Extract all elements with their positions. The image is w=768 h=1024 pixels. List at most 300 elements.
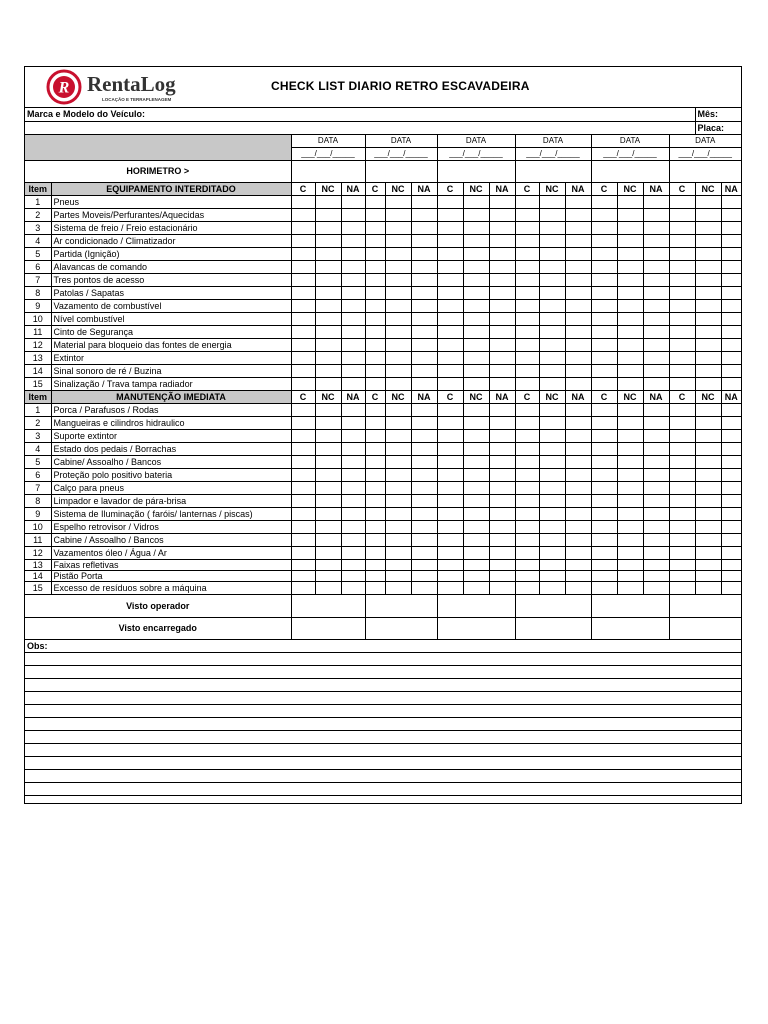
check-cell[interactable] [385,351,411,364]
check-cell[interactable] [365,455,385,468]
check-cell[interactable] [617,364,643,377]
check-cell[interactable] [437,351,463,364]
check-cell[interactable] [721,247,741,260]
check-cell[interactable] [669,234,695,247]
check-cell[interactable] [437,234,463,247]
check-cell[interactable] [411,195,437,208]
check-cell[interactable] [617,312,643,325]
check-cell[interactable] [315,286,341,299]
check-cell[interactable] [463,507,489,520]
check-cell[interactable] [437,286,463,299]
check-cell[interactable] [515,581,539,594]
check-cell[interactable] [315,442,341,455]
check-cell[interactable] [669,299,695,312]
check-cell[interactable] [515,195,539,208]
date-field-1[interactable]: ___/___/_____ [291,147,365,160]
check-cell[interactable] [437,208,463,221]
check-cell[interactable] [385,221,411,234]
check-cell[interactable] [515,299,539,312]
check-cell[interactable] [515,338,539,351]
check-cell[interactable] [489,429,515,442]
check-cell[interactable] [695,416,721,429]
check-cell[interactable] [315,260,341,273]
check-cell[interactable] [365,429,385,442]
check-cell[interactable] [643,520,669,533]
check-cell[interactable] [721,195,741,208]
check-cell[interactable] [539,312,565,325]
check-cell[interactable] [463,429,489,442]
check-cell[interactable] [365,299,385,312]
check-cell[interactable] [515,351,539,364]
check-cell[interactable] [341,299,365,312]
check-cell[interactable] [669,351,695,364]
obs-line-field[interactable] [25,743,741,756]
check-cell[interactable] [411,416,437,429]
check-cell[interactable] [565,403,591,416]
check-cell[interactable] [365,325,385,338]
check-cell[interactable] [315,559,341,570]
hour-meter-field[interactable] [365,160,437,182]
check-cell[interactable] [489,299,515,312]
supervisor-signature-field[interactable] [669,617,741,639]
check-cell[interactable] [411,299,437,312]
check-cell[interactable] [489,312,515,325]
check-cell[interactable] [341,442,365,455]
check-cell[interactable] [365,234,385,247]
check-cell[interactable] [565,247,591,260]
check-cell[interactable] [721,494,741,507]
check-cell[interactable] [385,403,411,416]
check-cell[interactable] [411,520,437,533]
check-cell[interactable] [565,507,591,520]
check-cell[interactable] [385,260,411,273]
check-cell[interactable] [411,429,437,442]
check-cell[interactable] [695,247,721,260]
check-cell[interactable] [669,559,695,570]
check-cell[interactable] [669,468,695,481]
check-cell[interactable] [291,559,315,570]
operator-signature-field[interactable] [515,594,591,617]
check-cell[interactable] [721,507,741,520]
check-cell[interactable] [591,581,617,594]
check-cell[interactable] [437,429,463,442]
check-cell[interactable] [315,351,341,364]
check-cell[interactable] [591,273,617,286]
check-cell[interactable] [489,364,515,377]
check-cell[interactable] [291,351,315,364]
obs-line-field[interactable] [25,678,741,691]
check-cell[interactable] [565,429,591,442]
check-cell[interactable] [489,195,515,208]
check-cell[interactable] [669,546,695,559]
check-cell[interactable] [315,273,341,286]
check-cell[interactable] [463,442,489,455]
check-cell[interactable] [539,299,565,312]
check-cell[interactable] [591,570,617,581]
check-cell[interactable] [695,273,721,286]
check-cell[interactable] [617,559,643,570]
check-cell[interactable] [411,442,437,455]
check-cell[interactable] [669,570,695,581]
check-cell[interactable] [669,481,695,494]
check-cell[interactable] [315,546,341,559]
check-cell[interactable] [669,494,695,507]
check-cell[interactable] [565,468,591,481]
check-cell[interactable] [291,494,315,507]
check-cell[interactable] [385,481,411,494]
check-cell[interactable] [463,286,489,299]
check-cell[interactable] [695,351,721,364]
check-cell[interactable] [437,520,463,533]
check-cell[interactable] [617,221,643,234]
check-cell[interactable] [539,429,565,442]
check-cell[interactable] [489,247,515,260]
check-cell[interactable] [721,403,741,416]
check-cell[interactable] [315,299,341,312]
check-cell[interactable] [669,520,695,533]
check-cell[interactable] [617,286,643,299]
check-cell[interactable] [437,442,463,455]
check-cell[interactable] [315,234,341,247]
check-cell[interactable] [365,581,385,594]
check-cell[interactable] [341,260,365,273]
check-cell[interactable] [463,416,489,429]
check-cell[interactable] [539,581,565,594]
check-cell[interactable] [365,260,385,273]
check-cell[interactable] [669,377,695,390]
check-cell[interactable] [539,507,565,520]
hour-meter-field[interactable] [515,160,591,182]
check-cell[interactable] [291,312,315,325]
check-cell[interactable] [721,546,741,559]
check-cell[interactable] [437,546,463,559]
check-cell[interactable] [617,533,643,546]
check-cell[interactable] [463,546,489,559]
check-cell[interactable] [291,533,315,546]
check-cell[interactable] [643,273,669,286]
check-cell[interactable] [695,234,721,247]
check-cell[interactable] [437,403,463,416]
check-cell[interactable] [565,260,591,273]
check-cell[interactable] [669,455,695,468]
check-cell[interactable] [643,221,669,234]
check-cell[interactable] [291,299,315,312]
check-cell[interactable] [539,195,565,208]
check-cell[interactable] [411,533,437,546]
operator-signature-field[interactable] [591,594,669,617]
check-cell[interactable] [565,377,591,390]
hour-meter-field[interactable] [591,160,669,182]
check-cell[interactable] [437,364,463,377]
check-cell[interactable] [437,247,463,260]
check-cell[interactable] [565,481,591,494]
check-cell[interactable] [721,429,741,442]
check-cell[interactable] [695,221,721,234]
check-cell[interactable] [489,416,515,429]
check-cell[interactable] [437,312,463,325]
check-cell[interactable] [539,403,565,416]
check-cell[interactable] [341,247,365,260]
check-cell[interactable] [385,442,411,455]
check-cell[interactable] [721,559,741,570]
check-cell[interactable] [721,455,741,468]
check-cell[interactable] [291,546,315,559]
check-cell[interactable] [591,221,617,234]
check-cell[interactable] [463,364,489,377]
check-cell[interactable] [365,494,385,507]
check-cell[interactable] [721,468,741,481]
check-cell[interactable] [341,403,365,416]
check-cell[interactable] [341,533,365,546]
check-cell[interactable] [365,247,385,260]
check-cell[interactable] [695,325,721,338]
check-cell[interactable] [515,442,539,455]
check-cell[interactable] [489,221,515,234]
check-cell[interactable] [643,570,669,581]
check-cell[interactable] [617,429,643,442]
check-cell[interactable] [591,364,617,377]
check-cell[interactable] [539,273,565,286]
check-cell[interactable] [721,581,741,594]
check-cell[interactable] [341,416,365,429]
check-cell[interactable] [565,581,591,594]
check-cell[interactable] [437,338,463,351]
check-cell[interactable] [385,455,411,468]
check-cell[interactable] [591,247,617,260]
check-cell[interactable] [539,325,565,338]
check-cell[interactable] [617,195,643,208]
check-cell[interactable] [463,208,489,221]
check-cell[interactable] [565,325,591,338]
check-cell[interactable] [437,299,463,312]
check-cell[interactable] [721,533,741,546]
check-cell[interactable] [291,581,315,594]
check-cell[interactable] [341,570,365,581]
check-cell[interactable] [515,286,539,299]
check-cell[interactable] [315,221,341,234]
check-cell[interactable] [669,338,695,351]
check-cell[interactable] [463,338,489,351]
check-cell[interactable] [617,507,643,520]
date-field-4[interactable]: ___/___/_____ [515,147,591,160]
check-cell[interactable] [669,507,695,520]
check-cell[interactable] [315,468,341,481]
check-cell[interactable] [365,273,385,286]
supervisor-signature-field[interactable] [291,617,365,639]
check-cell[interactable] [721,234,741,247]
check-cell[interactable] [721,364,741,377]
check-cell[interactable] [385,325,411,338]
check-cell[interactable] [463,221,489,234]
check-cell[interactable] [565,208,591,221]
check-cell[interactable] [617,325,643,338]
check-cell[interactable] [669,273,695,286]
check-cell[interactable] [695,468,721,481]
check-cell[interactable] [565,234,591,247]
check-cell[interactable] [695,364,721,377]
check-cell[interactable] [463,403,489,416]
check-cell[interactable] [385,286,411,299]
check-cell[interactable] [489,533,515,546]
check-cell[interactable] [463,260,489,273]
check-cell[interactable] [385,468,411,481]
check-cell[interactable] [341,286,365,299]
check-cell[interactable] [617,570,643,581]
check-cell[interactable] [617,494,643,507]
check-cell[interactable] [463,351,489,364]
check-cell[interactable] [617,416,643,429]
check-cell[interactable] [515,234,539,247]
check-cell[interactable] [721,286,741,299]
check-cell[interactable] [515,481,539,494]
check-cell[interactable] [669,312,695,325]
check-cell[interactable] [539,286,565,299]
check-cell[interactable] [617,546,643,559]
check-cell[interactable] [385,299,411,312]
check-cell[interactable] [591,403,617,416]
check-cell[interactable] [489,208,515,221]
check-cell[interactable] [643,312,669,325]
check-cell[interactable] [341,377,365,390]
check-cell[interactable] [643,364,669,377]
check-cell[interactable] [617,338,643,351]
check-cell[interactable] [565,312,591,325]
check-cell[interactable] [695,312,721,325]
check-cell[interactable] [411,286,437,299]
check-cell[interactable] [489,468,515,481]
check-cell[interactable] [515,403,539,416]
check-cell[interactable] [411,234,437,247]
check-cell[interactable] [463,455,489,468]
check-cell[interactable] [365,442,385,455]
check-cell[interactable] [463,494,489,507]
check-cell[interactable] [411,247,437,260]
check-cell[interactable] [643,533,669,546]
check-cell[interactable] [591,260,617,273]
check-cell[interactable] [515,208,539,221]
obs-label[interactable]: Obs: [25,639,741,652]
check-cell[interactable] [617,481,643,494]
check-cell[interactable] [291,520,315,533]
check-cell[interactable] [721,416,741,429]
check-cell[interactable] [591,559,617,570]
check-cell[interactable] [515,247,539,260]
check-cell[interactable] [385,312,411,325]
check-cell[interactable] [617,442,643,455]
check-cell[interactable] [365,416,385,429]
check-cell[interactable] [411,559,437,570]
check-cell[interactable] [341,429,365,442]
check-cell[interactable] [721,442,741,455]
check-cell[interactable] [515,559,539,570]
check-cell[interactable] [591,208,617,221]
check-cell[interactable] [315,507,341,520]
check-cell[interactable] [539,416,565,429]
check-cell[interactable] [489,442,515,455]
check-cell[interactable] [695,377,721,390]
check-cell[interactable] [437,455,463,468]
check-cell[interactable] [411,325,437,338]
hour-meter-field[interactable] [291,160,365,182]
check-cell[interactable] [463,520,489,533]
check-cell[interactable] [437,416,463,429]
check-cell[interactable] [365,468,385,481]
check-cell[interactable] [385,429,411,442]
check-cell[interactable] [437,481,463,494]
check-cell[interactable] [385,546,411,559]
check-cell[interactable] [695,442,721,455]
check-cell[interactable] [565,570,591,581]
check-cell[interactable] [565,299,591,312]
check-cell[interactable] [643,351,669,364]
check-cell[interactable] [515,533,539,546]
check-cell[interactable] [695,494,721,507]
supervisor-signature-field[interactable] [437,617,515,639]
check-cell[interactable] [591,481,617,494]
check-cell[interactable] [539,338,565,351]
check-cell[interactable] [489,351,515,364]
obs-line-field[interactable] [25,769,741,782]
check-cell[interactable] [341,208,365,221]
check-cell[interactable] [291,570,315,581]
check-cell[interactable] [695,581,721,594]
check-cell[interactable] [515,273,539,286]
check-cell[interactable] [617,455,643,468]
check-cell[interactable] [515,468,539,481]
check-cell[interactable] [291,234,315,247]
check-cell[interactable] [721,273,741,286]
check-cell[interactable] [669,325,695,338]
check-cell[interactable] [515,494,539,507]
check-cell[interactable] [489,234,515,247]
check-cell[interactable] [385,570,411,581]
check-cell[interactable] [695,286,721,299]
check-cell[interactable] [341,546,365,559]
check-cell[interactable] [463,570,489,581]
obs-line-field[interactable] [25,756,741,769]
check-cell[interactable] [315,325,341,338]
check-cell[interactable] [463,273,489,286]
check-cell[interactable] [365,559,385,570]
check-cell[interactable] [617,520,643,533]
date-field-5[interactable]: ___/___/_____ [591,147,669,160]
check-cell[interactable] [669,286,695,299]
date-field-2[interactable]: ___/___/_____ [365,147,437,160]
check-cell[interactable] [539,533,565,546]
check-cell[interactable] [489,481,515,494]
check-cell[interactable] [669,581,695,594]
check-cell[interactable] [463,581,489,594]
check-cell[interactable] [643,416,669,429]
check-cell[interactable] [539,208,565,221]
check-cell[interactable] [315,533,341,546]
check-cell[interactable] [341,273,365,286]
check-cell[interactable] [515,377,539,390]
check-cell[interactable] [291,416,315,429]
check-cell[interactable] [721,481,741,494]
check-cell[interactable] [539,351,565,364]
check-cell[interactable] [489,581,515,594]
check-cell[interactable] [565,520,591,533]
check-cell[interactable] [341,494,365,507]
check-cell[interactable] [643,195,669,208]
check-cell[interactable] [669,429,695,442]
check-cell[interactable] [365,520,385,533]
obs-line-field[interactable] [25,691,741,704]
check-cell[interactable] [591,520,617,533]
check-cell[interactable] [695,208,721,221]
check-cell[interactable] [617,247,643,260]
